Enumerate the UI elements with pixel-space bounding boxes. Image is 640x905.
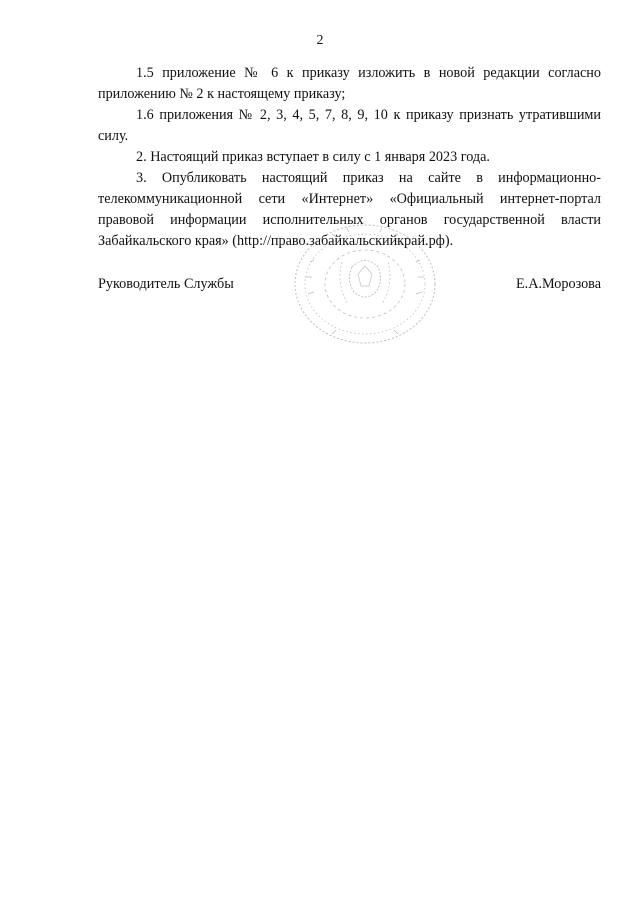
paragraph-1-5: 1.5 приложение № 6 к приказу изложить в новой редакции согласно приложению № 2 к настоящему приказу;	[98, 65, 601, 102]
signer-position: Руководитель Службы	[98, 276, 234, 292]
paragraph-2: 2. Настоящий приказ вступает в силу с 1 января 2023 года.	[136, 149, 490, 165]
signer-name: Е.А.Морозова	[516, 276, 601, 292]
page-number: 2	[316, 33, 324, 48]
paragraph-3: 3. Опубликовать настоящий приказ на сайте в информационно-телекоммуникационной сети «Интернет» «Официальный интернет-портал правовой информации исполнительных органов государственной власти Забайкальского края» (http://право.забайкальскийкрай.рф).	[98, 170, 601, 249]
paragraph-1-6: 1.6 приложения № 2, 3, 4, 5, 7, 8, 9, 10 к приказу признать утратившими силу.	[98, 107, 601, 144]
official-seal-icon	[292, 222, 438, 346]
